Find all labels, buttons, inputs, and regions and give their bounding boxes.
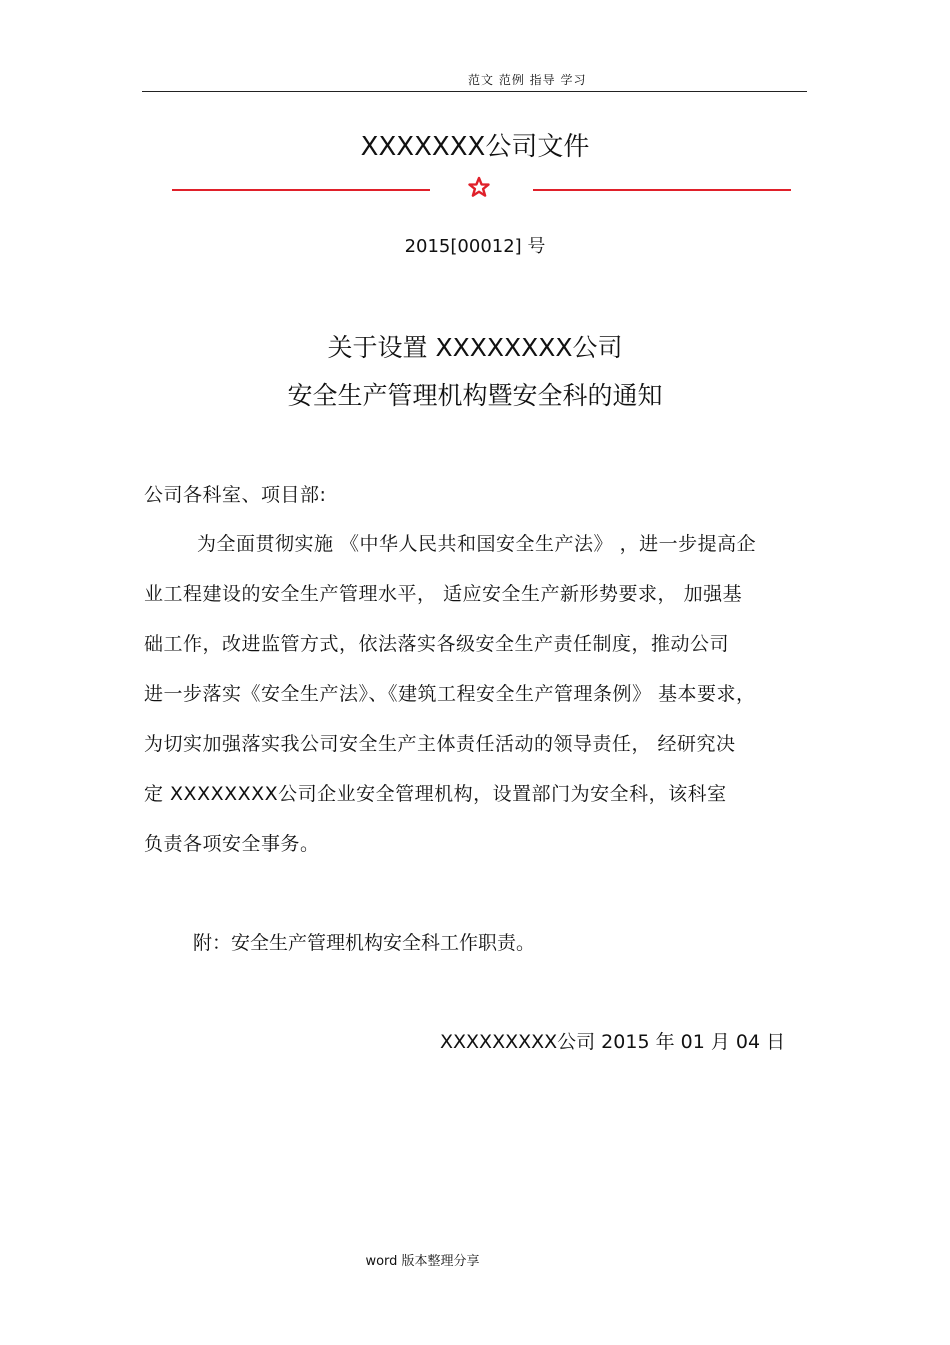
- red-divider-left: [172, 189, 430, 191]
- salutation: 公司各科室、项目部:: [144, 484, 327, 506]
- red-divider-right: [533, 189, 791, 191]
- body-line: 进一步落实《安全生产法》、《建筑工程安全生产管理条例》 基本要求，: [144, 683, 756, 705]
- page-footer-text: word 版本整理分享: [365, 1254, 480, 1269]
- body-line: 定 XXXXXXXX公司企业安全管理机构，设置部门为安全科，该科室: [144, 783, 727, 805]
- notice-title-line-1: 关于设置 XXXXXXXX公司: [327, 333, 623, 362]
- signature-date: XXXXXXXXX公司 2015 年 01 月 04 日: [440, 1031, 786, 1053]
- red-star-icon: [468, 176, 490, 198]
- body-line: 础工作，改进监管方式，依法落实各级安全生产责任制度，推动公司: [144, 633, 730, 655]
- header-divider: [142, 91, 807, 92]
- body-line: 业工程建设的安全生产管理水平， 适应安全生产新形势要求， 加强基: [144, 583, 743, 605]
- document-number: 2015[00012] 号: [404, 236, 546, 257]
- notice-title-line-2: 安全生产管理机构暨安全科的通知: [287, 381, 663, 410]
- page-header-text: 范文 范例 指导 学习: [468, 73, 587, 87]
- body-line: 负责各项安全事务。: [144, 833, 320, 855]
- attachment-note: 附：安全生产管理机构安全科工作职责。: [193, 932, 536, 954]
- document-title: XXXXXXX公司文件: [360, 132, 590, 162]
- body-line: 为切实加强落实我公司安全生产主体责任活动的领导责任， 经研究决: [144, 733, 736, 755]
- body-line: 为全面贯彻实施 《中华人民共和国安全生产法》 ，进一步提高企: [197, 533, 757, 555]
